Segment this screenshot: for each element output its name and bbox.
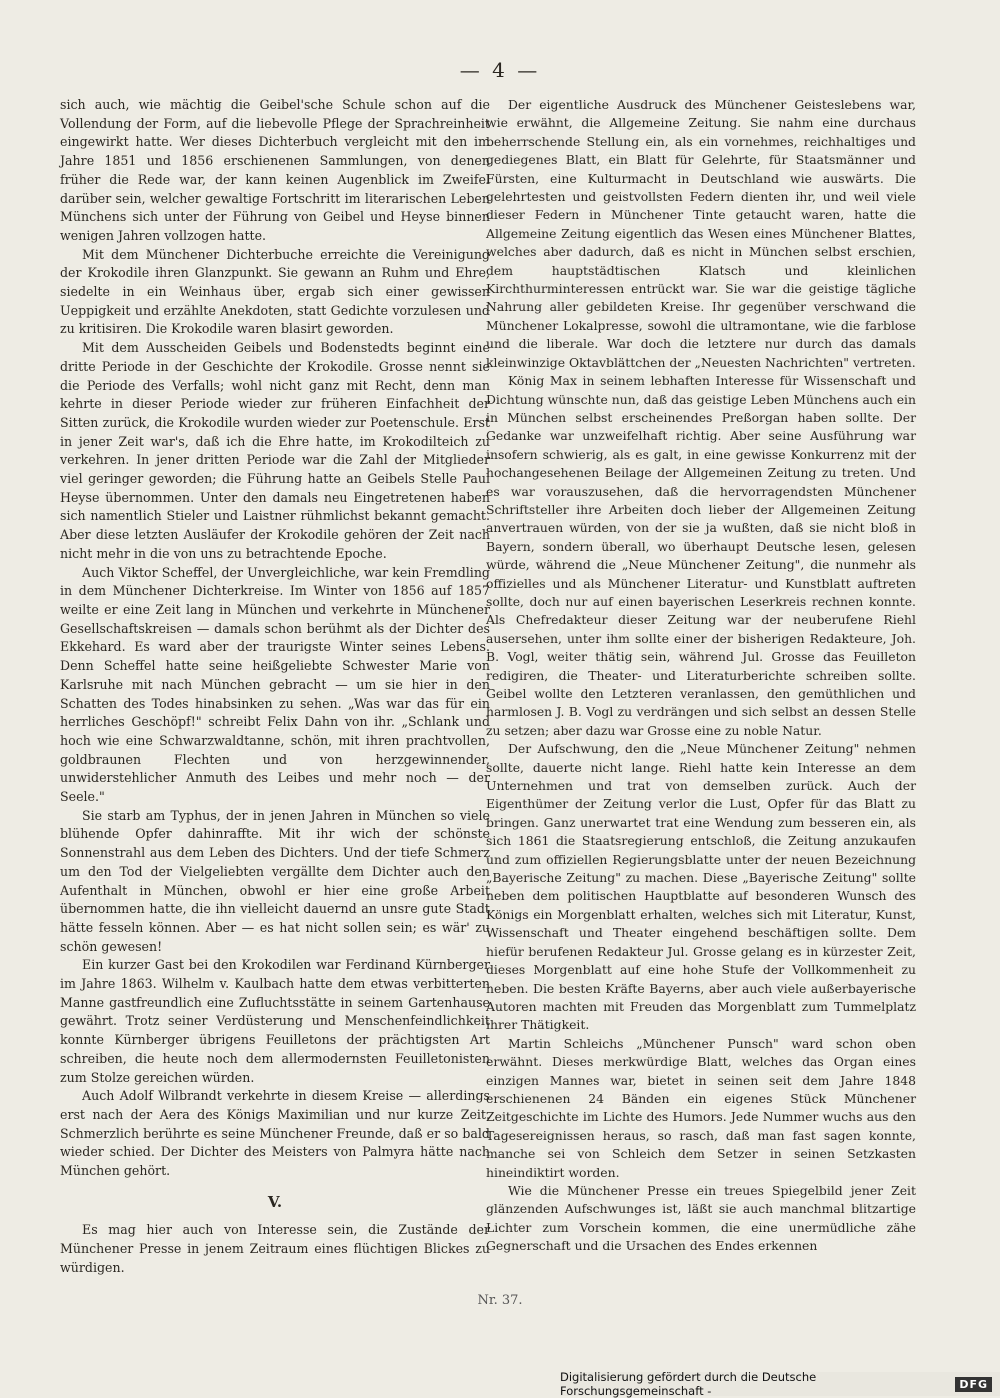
paragraph: Sie starb am Typhus, der in jenen Jahren in München so viele blühende Opfer dahinraffte. Mit ihr wich der schönste Sonnenstrahl aus dem Leben des Dichters. Und der tiefe Schmerz um den Tod der Vielgeliebten vergällte dem Dichter auch den Aufenthalt in München, obwohl er hier eine große Arbeit übernommen hatte, die ihn vielleicht dauernd an unsre gute Stadt hätte fesseln können. Aber — es hat nicht sollen sein; es wär' zu schön gewesen! bbox=[60, 807, 490, 954]
issue-number: Nr. 37. bbox=[477, 1293, 523, 1308]
paragraph: König Max in seinem lebhaften Interesse für Wissenschaft und Dichtung wünschte nun, daß das geistige Leben Münchens auch ein in München selbst erscheinendes Preßorgan haben sollte. Der Gedanke war unzweifelhaft richtig. Aber seine Ausführung war insofern schwierig, als es galt, in eine gewisse Konkurrenz mit der hochangesehenen Beilage der Allgemeinen Zeitung zu treten. Und es war vorauszusehen, daß die hervorragendsten Münchener Schriftsteller ihre Arbeiten doch lieber der Allgemeinen Zeitung anvertrauen würden, von der sie ja wußten, daß sie nicht bloß in Bayern, sondern überall, wo überhaupt Deutsche lesen, gelesen würde, während die „Neue Münchener Zeitung", die nunmehr als offizielles und als Münchener Literatur- und Kunstblatt auftreten sollte, doch nur auf einen bayerischen Leserkreis rechnen konnte. Als Chefredakteur dieser Zeitung war der neuberufene Riehl ausersehen, unter ihm sollte einer der bisherigen Redakteure, Joh. B. Vogl, weiter thätig sein, während Jul. Grosse das Feuilleton redigiren, die Theater- und Literaturberichte schreiben sollte. Geibel wollte den Letzteren veranlassen, den gemüthlichen und harmlosen J. B. Vogl zu verdrängen und sich selbst an dessen Stelle zu setzen; aber dazu war Grosse eine zu noble Natur. bbox=[486, 373, 916, 738]
paragraph: sich auch, wie mächtig die Geibel'sche Schule schon auf die Vollendung der Form, auf die liebevolle Pflege der Sprachreinheit eingewirkt hatte. Wer dieses Dichterbuch vergleicht mit den im Jahre 1851 und 1856 erschienenen Sammlungen, von denen früher die Rede war, der kann keinen Augenblick im Zweifel darüber sein, welcher gewaltige Fortschritt im literarischen Leben Münchens sich unter der Führung von Geibel und Heyse binnen wenigen Jahren vollzogen hatte. bbox=[60, 97, 490, 243]
page-number: — 4 — bbox=[459, 58, 541, 82]
paragraph: Der Aufschwung, den die „Neue Münchener Zeitung" nehmen sollte, dauerte nicht lange. Riehl hatte kein Interesse an dem Unternehmen und trat von demselben zurück. Auch der Eigenthümer der Zeitung verlor die Lust, Opfer für das Blatt zu bringen. Ganz unerwartet trat eine Wendung zum besseren ein, als sich 1861 die Staatsregierung entschloß, die Zeitung anzukaufen und zum offiziellen Regierungsblatte unter der neuen Bezeichnung „Bayerische Zeitung" zu machen. Diese „Bayerische Zeitung" sollte neben dem politischen Hauptblatte auf besonderen Wunsch des Königs ein Morgenblatt erhalten, welches sich mit Literatur, Kunst, Wissenschaft und Theater eingehend beschäftigen sollte. Dem hiefür berufenen Redakteur Jul. Grosse gelang es in kürzester Zeit, dieses Morgenblatt auf eine hohe Stufe der Vollkommenheit zu heben. Die besten Kräfte Bayerns, aber auch viele außerbayerische Autoren machten mit Freuden das Morgenblatt zum Tummelplatz ihrer Thätigkeit. bbox=[486, 741, 916, 1033]
paragraph: Mit dem Münchener Dichterbuche erreichte die Vereinigung der Krokodile ihren Glanzpunkt. Sie gewann an Ruhm und Ehre, siedelte in ein Weinhaus über, ergab sich einer gewissen Ueppigkeit und erzählte Anekdoten, statt Gedichte vorzulesen und zu kritisiren. Die Krokodile waren blasirt geworden. bbox=[60, 246, 490, 337]
footer-text: Digitalisierung gefördert durch die Deutsche Forschungsgemeinschaft - bbox=[560, 1370, 817, 1398]
paragraph: Wie die Münchener Presse ein treues Spiegelbild jener Zeit glänzenden Aufschwunges ist, läßt sie auch manchmal blitzartige Lichter zum Vorschein kommen, die eine unermüdliche zähe Gegnerschaft und die Ursachen des Endes erkennen bbox=[486, 1182, 916, 1254]
section-heading: V. bbox=[267, 1192, 283, 1211]
paragraph: Auch Viktor Scheffel, der Unvergleichliche, war kein Fremdling in dem Münchener Dichterkreise. Im Winter von 1856 auf 1857 weilte er eine Zeit lang in München und verkehrte in Münchener Gesellschaftskreisen — damals schon berühmt als der Dichter des Ekkehard. Es ward aber der traurigste Winter seines Lebens. Denn Scheffel hatte seine heißgeliebte Schwester Marie von Karlsruhe mit nach München gebracht — um sie hier in den Schatten des Todes hinabsinken zu sehen. „Was war das für ein herrliches Geschöpf!" schreibt Felix Dahn von ihr. „Schlank und hoch wie eine Schwarzwaldtanne, schön, mit ihren prachtvollen, goldbraunen Flechten und von herzgewinnender, unwiderstehlicher Anmuth des Leibes und mehr noch — der Seele." bbox=[60, 564, 490, 805]
left-column bbox=[60, 96, 490, 1278]
dfg-logo-icon: DFG bbox=[955, 1377, 992, 1392]
digitization-footer bbox=[560, 1372, 1000, 1396]
right-column bbox=[486, 96, 916, 1256]
paragraph: Es mag hier auch von Interesse sein, die Zustände der Münchener Presse in jenem Zeitraum eines flüchtigen Blickes zu würdigen. bbox=[60, 1222, 490, 1275]
paragraph: Mit dem Ausscheiden Geibels und Bodenstedts beginnt eine dritte Periode in der Geschichte der Krokodile. Grosse nennt sie die Periode des Verfalls; wohl nicht ganz mit Recht, denn man kehrte in dieser Periode wieder zur früheren Einfachheit der Sitten zurück, die Krokodile wurden wieder zur Poetenschule. Erst in jener Zeit war's, daß ich die Ehre hatte, im Krokodilteich zu verkehren. In jener dritten Periode war die Zahl der Mitglieder viel geringer geworden; die Führung hatte an Geibels Stelle Paul Heyse übernommen. Unter den damals neu Eingetretenen haben sich namentlich Stieler und Laistner rühmlichst bekannt gemacht. Aber diese letzten Ausläufer der Krokodile gehören der Zeit nach nicht mehr in die von uns zu betrachtende Epoche. bbox=[60, 340, 490, 561]
paragraph: Martin Schleichs „Münchener Punsch" ward schon oben erwähnt. Dieses merkwürdige Blatt, welches das Organ eines einzigen Mannes war, bietet in seinen seit dem Jahre 1848 erschienenen 24 Bänden ein eigenes Stück Münchener Zeitgeschichte im Lichte des Humors. Jede Nummer wuchs aus den Tagesereignissen heraus, so rasch, daß man fast sagen konnte, manche sei von Schleich dem Setzer in seinen Setzkasten hineindiktirt worden. bbox=[486, 1035, 916, 1180]
paragraph: Ein kurzer Gast bei den Krokodilen war Ferdinand Kürnberger im Jahre 1863. Wilhelm v. Kaulbach hatte dem etwas verbitterten Manne gastfreundlich eine Zufluchtsstätte in seinem Gartenhause gewährt. Trotz seiner Verdüsterung und Menschenfeindlichkeit konnte Kürnberger übrigens Feuilletons der prächtigsten Art schreiben, die heute noch dem allermodernsten Feuilletonisten zum Stolze gereichen würden. bbox=[60, 957, 490, 1085]
paragraph: Auch Adolf Wilbrandt verkehrte in diesem Kreise — allerdings erst nach der Aera des Königs Maximilian und nur kurze Zeit. Schmerzlich berührte es seine Münchener Freunde, daß er so bald wieder schied. Der Dichter des Meisters von Palmyra hätte nach München gehört. bbox=[60, 1088, 490, 1179]
paragraph: Der eigentliche Ausdruck des Münchener Geisteslebens war, wie erwähnt, die Allgemeine Zeitung. Sie nahm eine durchaus beherrschende Stellung ein, als ein vornehmes, reichhaltiges und gediegenes Blatt, ein Blatt für Gelehrte, für Staatsmänner und Fürsten, eine Kulturmacht in Deutschland wie auswärts. Die gelehrtesten und geistvollsten Federn dienten ihr, und weil viele dieser Federn in Münchener Tinte getaucht waren, hatte die Allgemeine Zeitung eigentlich das Wesen eines Münchener Blattes, welches aber dadurch, daß es nicht in München selbst erschien, dem hauptstädtischen Klatsch und kleinlichen Kirchthurminteressen entrückt war. Sie war die geistige tägliche Nahrung aller gebildeten Kreise. Ihr gegenüber verschwand die Münchener Lokalpresse, sowohl die ultramontane, wie die farblose und die liberale. War doch die letztere nur durch das damals kleinwinzige Oktavblättchen der „Neuesten Nachrichten" vertreten. bbox=[486, 97, 916, 370]
